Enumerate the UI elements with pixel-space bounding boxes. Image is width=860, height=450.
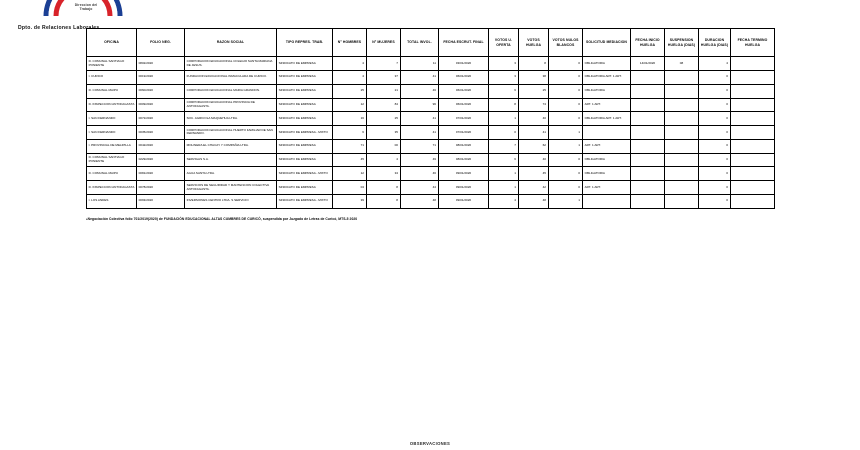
cell-votos-oferta: 3 xyxy=(489,70,519,84)
cell-suspension-dias xyxy=(665,70,699,84)
cell-mujeres: 84 xyxy=(367,98,401,112)
cell-votos-huelga: 74 xyxy=(519,98,549,112)
footnote-text: Negociación Colectiva folio 701/2019(2020) de FUNDACIÓN EDUCACIONAL ALTAS CUMBRES DE CURICÓ, suspendida por Juzgado de Letras de Curicó, MTS-5 2020 xyxy=(87,217,358,221)
cell-votos-nulos: 0 xyxy=(549,167,583,181)
cell-solicitud-mediacion: OBLIGATORIA ART. 1 ART. xyxy=(583,112,631,126)
cell-duracion-dias: 0 xyxy=(699,84,731,98)
col-header-fecha-termino-huelga: FECHA TERMINO HUELGA xyxy=(731,29,775,57)
cell-folio: 0060/2020 xyxy=(137,84,185,98)
cell-mujeres: 4 xyxy=(367,153,401,167)
cell-tipo-repres: SINDICATO DE EMPRESA xyxy=(277,98,333,112)
cell-fecha-inicio-huelga xyxy=(631,181,665,195)
cell-oficina: D. COMUNAL MAIPU xyxy=(87,167,137,181)
cell-folio: 0035/2020 xyxy=(137,126,185,140)
cell-votos-nulos: 0 xyxy=(549,112,583,126)
cell-razon-social: CORPORACION EDUCACIONAL PROVINCIA DE ANTOFAGASTA. xyxy=(185,98,277,112)
cell-solicitud-mediacion: ART. 1 ART. xyxy=(583,139,631,153)
table-row xyxy=(87,195,775,209)
cell-folio: 0802/2020 xyxy=(137,57,185,71)
table-row xyxy=(87,126,775,140)
cell-fecha-inicio-huelga: 14/01/2020 xyxy=(631,57,665,71)
cell-fecha-termino-huelga xyxy=(731,195,775,209)
col-header-solicitud-mediacion: SOLICITUD MEDIACION xyxy=(583,29,631,57)
cell-votos-nulos: 1 xyxy=(549,195,583,209)
cell-duracion-dias: 0 xyxy=(699,98,731,112)
cell-total: 41 xyxy=(401,126,439,140)
cell-suspension-dias xyxy=(665,98,699,112)
cell-mujeres: 21 xyxy=(367,84,401,98)
cell-duracion-dias: 0 xyxy=(699,112,731,126)
cell-fecha-termino-huelga xyxy=(731,112,775,126)
cell-total: 41 xyxy=(401,112,439,126)
cell-hombres: 12 xyxy=(333,167,367,181)
cell-votos-huelga: 25 xyxy=(519,84,549,98)
cell-fecha-escrut: 06/01/2020 xyxy=(439,70,489,84)
cell-oficina: I. SAN FERNANDO xyxy=(87,126,137,140)
cell-oficina: I. PROVINCIAL DE MELIPILLA xyxy=(87,139,137,153)
cell-duracion-dias: 0 xyxy=(699,70,731,84)
cell-votos-nulos: 1 xyxy=(549,126,583,140)
col-header-votos-u-oferta: VOTOS U. OFERTA xyxy=(489,29,519,57)
cell-suspension-dias xyxy=(665,139,699,153)
cell-mujeres: 7 xyxy=(367,57,401,71)
cell-fecha-inicio-huelga xyxy=(631,195,665,209)
table-row xyxy=(87,57,775,71)
cell-votos-huelga: 41 xyxy=(519,126,549,140)
cell-fecha-termino-huelga xyxy=(731,139,775,153)
cell-hombres: 39 xyxy=(333,195,367,209)
cell-total: 96 xyxy=(401,98,439,112)
table-row xyxy=(87,112,775,126)
cell-total: 48 xyxy=(401,195,439,209)
cell-fecha-inicio-huelga xyxy=(631,70,665,84)
cell-total: 49 xyxy=(401,153,439,167)
cell-fecha-escrut: 09/01/2020 xyxy=(439,195,489,209)
table-header-row xyxy=(87,29,775,57)
cell-folio: 0009/2020 xyxy=(137,98,185,112)
cell-tipo-repres: SINDICATO DE EMPRESA xyxy=(277,153,333,167)
cell-duracion-dias: 0 xyxy=(699,195,731,209)
negotiations-table-wrapper xyxy=(86,28,775,209)
cell-mujeres: 00 xyxy=(367,139,401,153)
cell-razon-social: CORPORACION EDUCACIONAL HUERTO FAMILIAR DE SAN FERNANDO. xyxy=(185,126,277,140)
table-row xyxy=(87,98,775,112)
cell-votos-huelga: 40 xyxy=(519,112,549,126)
col-header-razon-social: RAZON SOCIAL xyxy=(185,29,277,57)
cell-votos-huelga: 42 xyxy=(519,181,549,195)
cell-razon-social: CORPORACION EDUCACIONAL MARIA GRANDON. xyxy=(185,84,277,98)
cell-tipo-repres: SINDICATO DE EMPRESA - MIXTO xyxy=(277,167,333,181)
cell-votos-oferta: 7 xyxy=(489,139,519,153)
cell-tipo-repres: SINDICATO DE EMPRESA xyxy=(277,57,333,71)
cell-fecha-inicio-huelga xyxy=(631,98,665,112)
department-label: Dpto. de Relaciones Laborales. xyxy=(18,25,102,31)
col-header-votos-nulos-blancos: VOTOS NULOS BLANCOS xyxy=(549,29,583,57)
cell-solicitud-mediacion: ART. 1 ART. xyxy=(583,181,631,195)
cell-votos-oferta: 4 xyxy=(489,195,519,209)
cell-oficina: D. COMUNAL SANTIAGO PONIENTE xyxy=(87,57,137,71)
cell-hombres: 71 xyxy=(333,139,367,153)
cell-tipo-repres: SINDICATO DE EMPRESA xyxy=(277,181,333,195)
cell-votos-nulos: 0 xyxy=(549,98,583,112)
cell-total: 11 xyxy=(401,57,439,71)
cell-fecha-escrut: 07/01/2020 xyxy=(439,112,489,126)
cell-duracion-dias: 0 xyxy=(699,167,731,181)
col-header-fecha-escrut-final: FECHA ESCRUT. FINAL xyxy=(439,29,489,57)
cell-duracion-dias: 0 xyxy=(699,181,731,195)
cell-suspension-dias xyxy=(665,195,699,209)
table-row xyxy=(87,181,775,195)
cell-oficina: I. SAN FERNANDO xyxy=(87,112,137,126)
cell-hombres: 45 xyxy=(333,153,367,167)
cell-duracion-dias: 0 xyxy=(699,126,731,140)
cell-razon-social: AGUA SANTA LTDA. xyxy=(185,167,277,181)
cell-votos-nulos: 0 xyxy=(549,57,583,71)
cell-total: 44 xyxy=(401,181,439,195)
cell-oficina: D. COMUNAL SANTIAGO PONIENTE xyxy=(87,153,137,167)
cell-fecha-inicio-huelga xyxy=(631,112,665,126)
cell-suspension-dias xyxy=(665,181,699,195)
cell-razon-social: SOC. AGRICOLA MAQUEHUA LTDA. xyxy=(185,112,277,126)
cell-mujeres: 35 xyxy=(367,126,401,140)
cell-folio: 0229/2020 xyxy=(137,153,185,167)
cell-suspension-dias xyxy=(665,126,699,140)
table-row xyxy=(87,70,775,84)
cell-votos-huelga: 8 xyxy=(519,57,549,71)
cell-fecha-escrut: 09/01/2020 xyxy=(439,167,489,181)
cell-fecha-termino-huelga xyxy=(731,98,775,112)
cell-razon-social: INVERSIONES CENTRO LTDA. S SERVICIO xyxy=(185,195,277,209)
cell-solicitud-mediacion xyxy=(583,126,631,140)
cell-folio: 0019/2020 xyxy=(137,70,185,84)
cell-mujeres: 25 xyxy=(367,112,401,126)
cell-total: 41 xyxy=(401,70,439,84)
cell-folio: 0042/2020 xyxy=(137,139,185,153)
cell-votos-huelga: 38 xyxy=(519,70,549,84)
cell-total: 46 xyxy=(401,84,439,98)
col-header-duracion-huelga-dias: DURACION HUELGA (DIAS) xyxy=(699,29,731,57)
cell-solicitud-mediacion: OBLIGATORIA ART. 1 ART. xyxy=(583,70,631,84)
cell-hombres: 25 xyxy=(333,84,367,98)
cell-votos-oferta: 1 xyxy=(489,181,519,195)
cell-votos-oferta: 0 xyxy=(489,126,519,140)
col-header-oficina: OFICINA xyxy=(87,29,137,57)
cell-tipo-repres: SINDICATO DE EMPRESA xyxy=(277,84,333,98)
cell-duracion-dias: 0 xyxy=(699,153,731,167)
col-header-fecha-inicio-huelga: FECHA INICIO HUELGA xyxy=(631,29,665,57)
cell-suspension-dias xyxy=(665,84,699,98)
cell-solicitud-mediacion: OBLIGATORIA xyxy=(583,153,631,167)
cell-fecha-inicio-huelga xyxy=(631,167,665,181)
cell-total: 71 xyxy=(401,139,439,153)
footnote xyxy=(86,217,357,222)
cell-votos-nulos: 0 xyxy=(549,153,583,167)
table-body xyxy=(87,57,775,209)
cell-solicitud-mediacion xyxy=(583,195,631,209)
cell-votos-huelga: 48 xyxy=(519,195,549,209)
bottom-caption: OBSERVACIONES xyxy=(409,441,451,446)
cell-votos-oferta: 1 xyxy=(489,112,519,126)
cell-votos-oferta: 6 xyxy=(489,84,519,98)
cell-oficina: D. COMUNAL MAIPU xyxy=(87,84,137,98)
cell-mujeres: 8 xyxy=(367,181,401,195)
cell-votos-oferta: 8 xyxy=(489,98,519,112)
col-header-n-mujeres: N° MUJERES xyxy=(367,29,401,57)
table-row xyxy=(87,84,775,98)
cell-fecha-termino-huelga xyxy=(731,153,775,167)
table-row xyxy=(87,139,775,153)
logo-line-direccion: Direccion del xyxy=(74,3,98,7)
cell-votos-nulos: 1 xyxy=(549,139,583,153)
cell-votos-huelga: 62 xyxy=(519,139,549,153)
cell-fecha-termino-huelga xyxy=(731,84,775,98)
cell-fecha-inicio-huelga xyxy=(631,153,665,167)
col-header-votos-huelga: VOTOS HUELGA xyxy=(519,29,549,57)
table-row xyxy=(87,153,775,167)
cell-fecha-escrut: 07/01/2020 xyxy=(439,126,489,140)
cell-tipo-repres: SINDICATO DE EMPRESA xyxy=(277,112,333,126)
cell-fecha-inicio-huelga xyxy=(631,126,665,140)
cell-fecha-escrut: 06/01/2020 xyxy=(439,98,489,112)
negotiations-table xyxy=(86,28,775,209)
cell-tipo-repres: SINDICATO DE EMPRESA - MIXTO xyxy=(277,195,333,209)
cell-duracion-dias: 0 xyxy=(699,139,731,153)
cell-suspension-dias xyxy=(665,153,699,167)
cell-oficina: I. CURICO xyxy=(87,70,137,84)
cell-hombres: 4 xyxy=(333,70,367,84)
cell-votos-huelga: 45 xyxy=(519,167,549,181)
cell-votos-huelga: 40 xyxy=(519,153,549,167)
cell-mujeres: 8 xyxy=(367,195,401,209)
cell-folio: 0078/2020 xyxy=(137,181,185,195)
cell-fecha-inicio-huelga xyxy=(631,84,665,98)
col-header-suspension-huelga-dias: SUSPENSION HUELGA (DIAS) xyxy=(665,29,699,57)
col-header-total-invol: TOTAL INVOL. xyxy=(401,29,439,57)
cell-mujeres: 34 xyxy=(367,167,401,181)
cell-votos-oferta: 3 xyxy=(489,57,519,71)
cell-folio: 0072/2020 xyxy=(137,112,185,126)
cell-votos-nulos: 0 xyxy=(549,181,583,195)
cell-votos-nulos: 0 xyxy=(549,84,583,98)
cell-folio: 0081/2020 xyxy=(137,167,185,181)
cell-folio: 0093/2020 xyxy=(137,195,185,209)
cell-fecha-escrut: 03/01/2020 xyxy=(439,57,489,71)
cell-fecha-inicio-huelga xyxy=(631,139,665,153)
cell-hombres: 16 xyxy=(333,112,367,126)
cell-oficina: I. LOS ANDES xyxy=(87,195,137,209)
cell-razon-social: SERVIGAS S.A. xyxy=(185,153,277,167)
cell-oficina: D. INSPECCION ANTOFAGASTA xyxy=(87,181,137,195)
cell-solicitud-mediacion: OBLIGATORIA xyxy=(583,167,631,181)
cell-fecha-termino-huelga xyxy=(731,126,775,140)
logo-text-block xyxy=(55,3,117,12)
cell-fecha-escrut: 09/01/2020 xyxy=(439,181,489,195)
cell-razon-social: FUNDACION EDUCACIONAL INMACULADA DE CURICO. xyxy=(185,70,277,84)
cell-fecha-termino-huelga xyxy=(731,167,775,181)
cell-votos-oferta: 1 xyxy=(489,167,519,181)
cell-tipo-repres: SINDICATO DE EMPRESA xyxy=(277,139,333,153)
cell-mujeres: 37 xyxy=(367,70,401,84)
cell-hombres: 4 xyxy=(333,57,367,71)
table-row xyxy=(87,167,775,181)
col-header-tipo-repres-trab: TIPO REPRES. TRAB. xyxy=(277,29,333,57)
cell-suspension-dias xyxy=(665,112,699,126)
cell-duracion-dias: 4 xyxy=(699,57,731,71)
cell-fecha-termino-huelga xyxy=(731,70,775,84)
cell-razon-social: MOLINERA EL CHACAY Y COMPAÑIA LTDA. xyxy=(185,139,277,153)
cell-votos-nulos: 0 xyxy=(549,70,583,84)
logo-line-trabajo: Trabajo xyxy=(79,7,93,12)
cell-oficina: D. INSPECCION ANTOFAGASTA xyxy=(87,98,137,112)
cell-fecha-termino-huelga xyxy=(731,57,775,71)
cell-fecha-termino-huelga xyxy=(731,181,775,195)
cell-tipo-repres: SINDICATO DE EMPRESA xyxy=(277,70,333,84)
col-header-n-hombres: N° HOMBRES xyxy=(333,29,367,57)
cell-hombres: 12 xyxy=(333,98,367,112)
cell-razon-social: SERVICIOS DE SEGURIDAD Y MANTENCION COLECTIVA ANTOFAGASTA. xyxy=(185,181,277,195)
footnote-marker: * xyxy=(86,217,88,222)
cell-votos-oferta: 6 xyxy=(489,153,519,167)
cell-tipo-repres: SINDICATO DE EMPRESA - MIXTO xyxy=(277,126,333,140)
cell-razon-social: CORPORACION EDUCACIONAL COLEGIO SANTA MARIANA DE JESUS. xyxy=(185,57,277,71)
col-header-folio-neg: FOLIO NEG. xyxy=(137,29,185,57)
cell-hombres: 04 xyxy=(333,181,367,195)
cell-solicitud-mediacion: OBLIGATORIA xyxy=(583,57,631,71)
cell-fecha-escrut: 06/01/2020 xyxy=(439,84,489,98)
cell-hombres: 6 xyxy=(333,126,367,140)
cell-suspension-dias xyxy=(665,167,699,181)
cell-total: 46 xyxy=(401,167,439,181)
table-header-row-group xyxy=(87,29,775,57)
cell-suspension-dias: 08 xyxy=(665,57,699,71)
cell-fecha-escrut: 08/01/2020 xyxy=(439,153,489,167)
cell-solicitud-mediacion: ART. 1 ART. xyxy=(583,98,631,112)
cell-fecha-escrut: 08/01/2020 xyxy=(439,139,489,153)
cell-solicitud-mediacion: OBLIGATORIA xyxy=(583,84,631,98)
